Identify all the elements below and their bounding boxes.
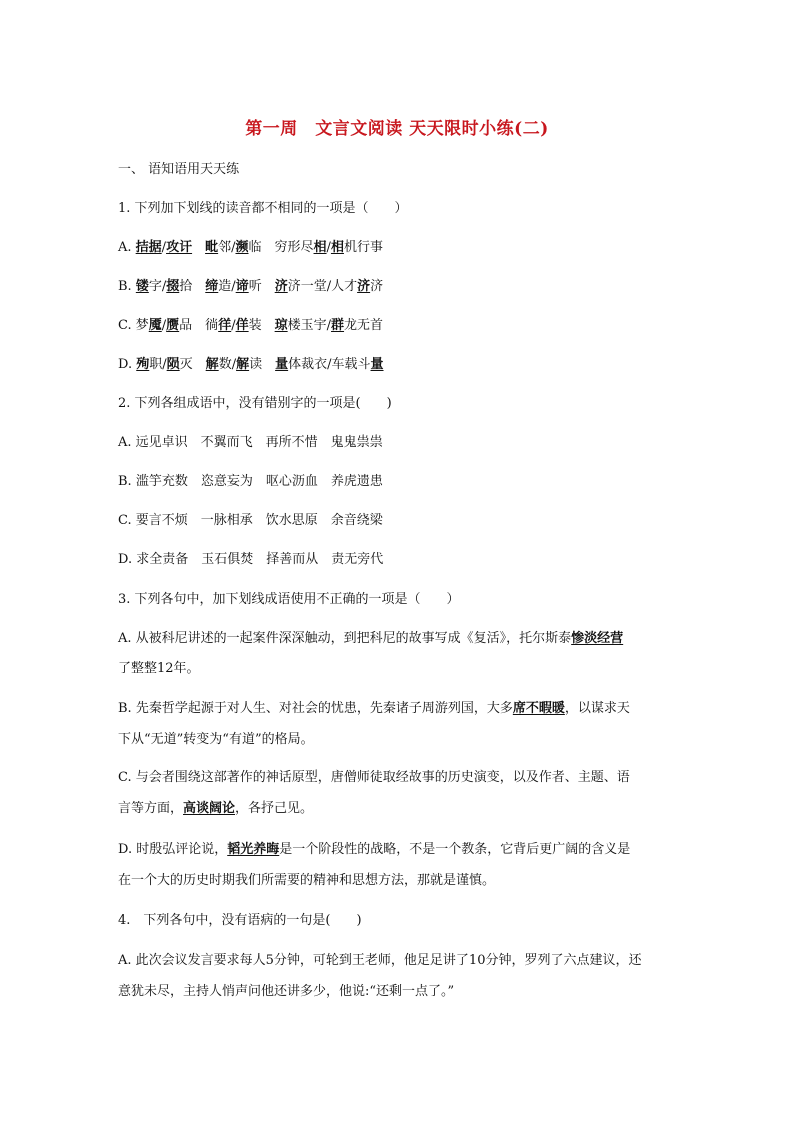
q4-option-a-line-2: 意犹未尽，主持人悄声问他还讲多少，他说:“还剩一点了。” <box>118 984 455 999</box>
q1-option-c: C. 梦魇/赝品 徜徉/佯装 琼楼玉宇/群龙无首 <box>118 318 384 333</box>
underlined-word: 琼 <box>274 318 288 333</box>
underlined-word: 缔 <box>205 279 219 294</box>
q2-option-a: A. 远见卓识 不翼而飞 再所不惜 鬼鬼祟祟 <box>118 435 383 450</box>
q3-option-c-line-2: 言等方面，高谈阔论，各抒己见。 <box>118 801 314 816</box>
q3-option-a-line-1: A. 从被科尼讲述的一起案件深深触动，到把科尼的故事写成《复活》，托尔斯泰惨淡经营 <box>118 631 624 646</box>
q3-option-a-line-2: 了整整12年。 <box>118 661 200 676</box>
underlined-word: 陨 <box>166 357 180 372</box>
question-3-stem: 3. 下列各句中，加下划线成语使用不正确的一项是（ ） <box>118 592 460 607</box>
underlined-word: 佯 <box>235 318 249 333</box>
underlined-word: 谛 <box>235 279 249 294</box>
q3-option-c-line-1: C. 与会者围绕这部著作的神话原型，唐僧师徒取经故事的历史演变，以及作者、主题、语 <box>118 770 630 785</box>
underlined-word: 徉 <box>218 318 232 333</box>
q3-option-d-line-2: 在一个大的历史时期我们所需要的精神和思想方法，那就是谨慎。 <box>118 873 496 888</box>
underlined-idiom: 高谈阔论 <box>183 801 236 816</box>
underlined-idiom: 韬光养晦 <box>227 842 280 857</box>
question-2-stem: 2. 下列各组成语中，没有错别字的一项是( ) <box>118 396 392 411</box>
page-title: 第一周 文言文阅读 天天限时小练(二) <box>245 119 549 139</box>
underlined-word: 解 <box>205 357 219 372</box>
underlined-word: 攻讦 <box>166 240 193 255</box>
underlined-word: 济 <box>357 279 371 294</box>
underlined-word: 赝 <box>166 318 180 333</box>
q1-option-b: B. 镂字/掇拾 缔造/谛听 济济一堂/人才济济 <box>118 279 384 294</box>
underlined-word: 毗 <box>205 240 219 255</box>
q1-option-d: D. 殉职/陨灭 解数/解读 量体裁衣/车载斗量 <box>118 357 384 372</box>
q3-option-b-line-1: B. 先秦哲学起源于对人生、对社会的忧患，先秦诸子周游列国，大多席不暇暖，以谋求天 <box>118 701 630 716</box>
q3-option-b-line-2: 下从“无道”转变为“有道”的格局。 <box>118 732 314 747</box>
q2-option-c: C. 要言不烦 一脉相承 饮水思原 余音绕梁 <box>118 513 383 528</box>
underlined-word: 掇 <box>166 279 180 294</box>
underlined-word: 相 <box>313 240 327 255</box>
underlined-word: 拮据 <box>135 240 162 255</box>
q3-option-d-line-1: D. 时殷弘评论说，韬光养晦是一个阶段性的战略，不是一个教条，它背后更广阔的含义是 <box>118 842 631 857</box>
underlined-word: 解 <box>236 357 250 372</box>
question-1-stem: 1. 下列加下划线的读音都不相同的一项是（ ） <box>118 201 408 216</box>
underlined-word: 濒 <box>235 240 249 255</box>
question-4-stem: 4. 下列各句中，没有语病的一句是( ) <box>118 913 362 928</box>
underlined-word: 量 <box>370 357 384 372</box>
underlined-word: 济 <box>274 279 288 294</box>
section-heading: 一、 语知语用天天练 <box>118 162 240 177</box>
q2-option-d: D. 求全责备 玉石俱焚 择善而从 责无旁代 <box>118 552 384 567</box>
underlined-word: 魇 <box>148 318 162 333</box>
q4-option-a-line-1: A. 此次会议发言要求每人5分钟，可轮到王老师，他足足讲了10分钟，罗列了六点建议，还 <box>118 953 642 968</box>
q1-option-a: A. 拮据/攻讦 毗邻/濒临 穷形尽相/相机行事 <box>118 240 383 255</box>
underlined-idiom: 惨淡经营 <box>571 631 624 646</box>
underlined-word: 群 <box>331 318 345 333</box>
q2-option-b: B. 滥竽充数 恣意妄为 呕心沥血 养虎遗患 <box>118 474 383 489</box>
underlined-word: 量 <box>275 357 289 372</box>
underlined-idiom: 席不暇暖 <box>512 701 565 716</box>
underlined-word: 相 <box>330 240 344 255</box>
underlined-word: 殉 <box>136 357 150 372</box>
underlined-word: 镂 <box>135 279 149 294</box>
